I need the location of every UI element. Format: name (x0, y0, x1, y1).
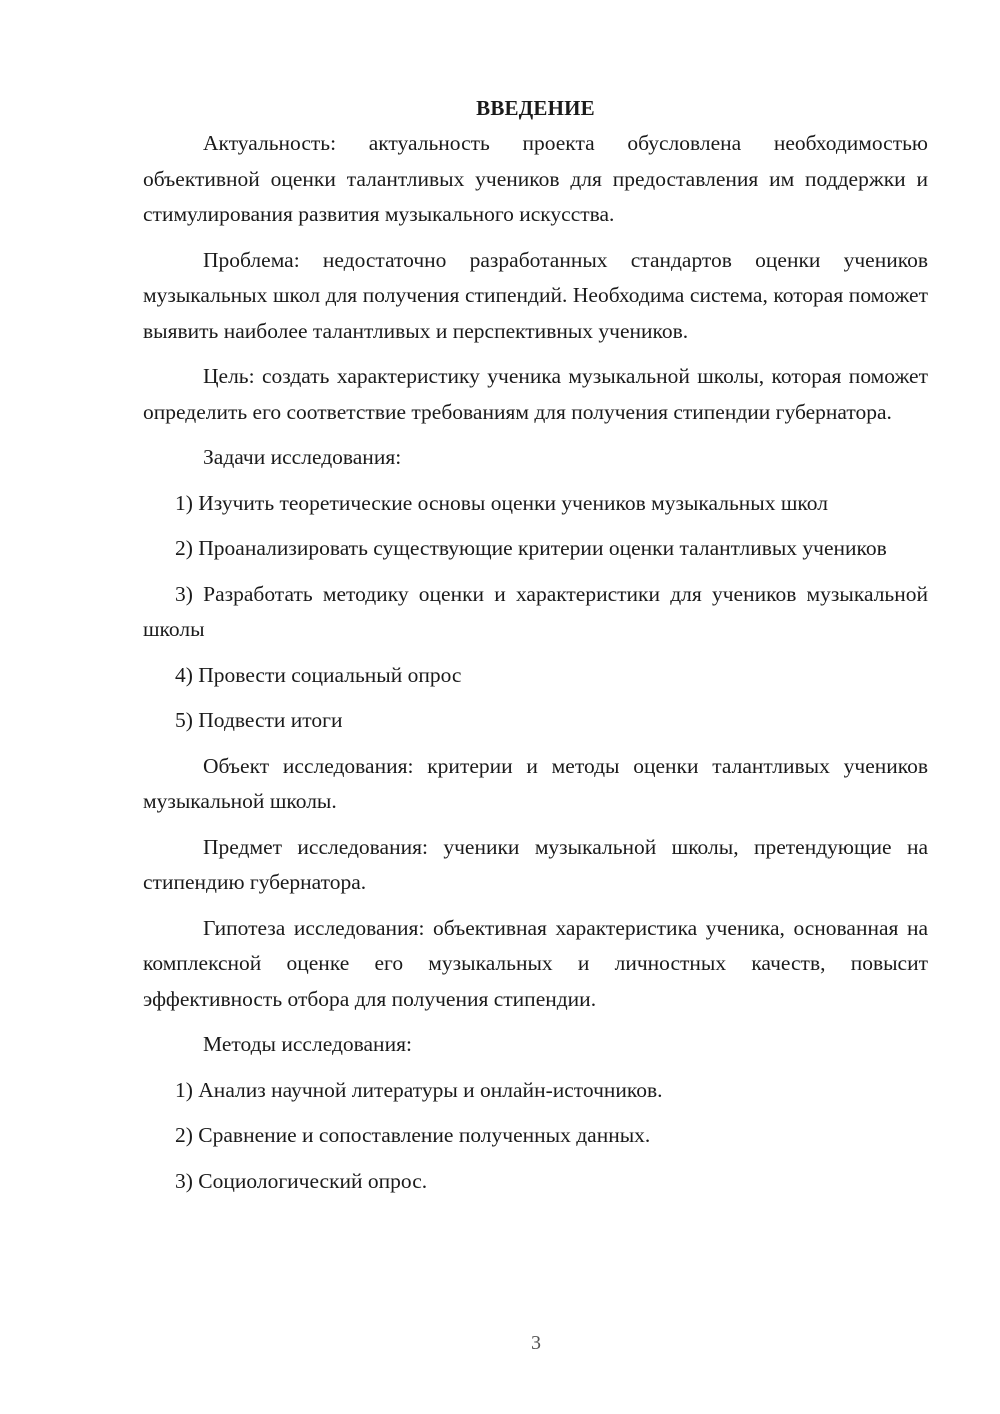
object-paragraph: Объект исследования: критерии и методы оценки талантливых учеников музыкальной школы. (143, 753, 928, 813)
method-item: 3) Социологический опрос. (175, 1168, 428, 1193)
task-item: 1) Изучить теоретические основы оценки учеников музыкальных школ (175, 490, 828, 515)
section-heading: ВВЕДЕНИЕ (476, 96, 595, 120)
method-item: 1) Анализ научной литературы и онлайн-источников. (175, 1077, 663, 1102)
subject-paragraph: Предмет исследования: ученики музыкальной школы, претендующие на стипендию губернатора. (143, 834, 928, 894)
page-number: 3 (531, 1332, 541, 1354)
method-item: 2) Сравнение и сопоставление полученных данных. (175, 1123, 651, 1147)
tasks-intro: Задачи исследования: (203, 445, 402, 469)
hypothesis-paragraph: Гипотеза исследования: объективная характеристика ученика, основанная на комплексной оценке его музыкальных и личностных качеств, повысит эффективность отбора для получения стипендии. (143, 915, 928, 1011)
goal-paragraph: Цель: создать характеристику ученика музыкальной школы, которая поможет определить его соответствие требованиям для получения стипендии губернатора. (143, 364, 928, 424)
task-item: 2) Проанализировать существующие критерии оценки талантливых учеников (175, 536, 887, 560)
task-item: 5) Подвести итоги (175, 708, 343, 732)
problem-paragraph: Проблема: недостаточно разработанных стандартов оценки учеников музыкальных школ для получения стипендий. Необходима система, которая поможет выявить наиболее талантливых и перспективных учеников. (143, 247, 928, 343)
relevance-paragraph: Актуальность: актуальность проекта обусловлена необходимостью объективной оценки талантливых учеников для предоставления им поддержки и стимулирования развития музыкального искусства. (143, 131, 928, 226)
task-item: 4) Провести социальный опрос (175, 662, 462, 687)
methods-intro: Методы исследования: (203, 1032, 412, 1056)
document-page (143, 90, 928, 1209)
task-item: 3) Разработать методику оценки и характеристики для учеников музыкальной школы (143, 581, 928, 641)
